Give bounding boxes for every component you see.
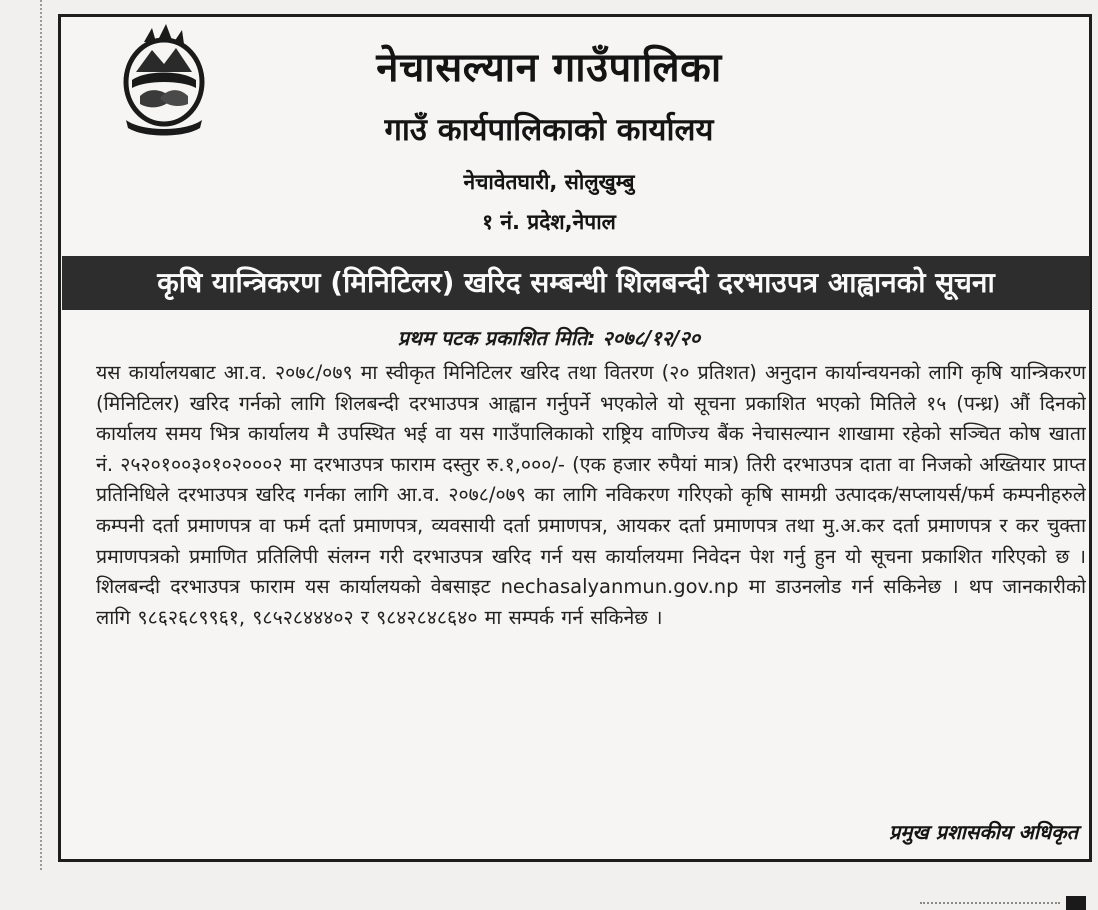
notice-body: यस कार्यालयबाट आ.व. २०७८/०७९ मा स्वीकृत मिनिटिलर खरिद तथा वितरण (२० प्रतिशत) अनुदान कार्यान्वयनको लागि कृषि यान्त्रिकरण (मिनिटिलर) खरिद गर्नको लागि शिलबन्दी दरभाउपत्र आह्वान गर्नुपर्ने भएकोले यो सूचना प्रकाशित भएको मितिले १५ (पन्ध्र) औं दिनको कार्यालय समय भित्र कार्यालय मै उपस्थित भई वा यस गाउँपालिकाको राष्ट्रिय वाणिज्य बैंक नेचासल्यान शाखामा रहेको सञ्चित कोष खाता नं. २५२०१००३०१०२०००२ मा दरभाउपत्र फाराम दस्तुर रु.१,०००/- (एक हजार रुपैयां मात्र) तिरी दरभाउपत्र दाता वा निजको अख्तियार प्राप्त प्रतिनिधिले दरभाउपत्र खरिद गर्नका लागि आ.व. २०७८/०७९ का लागि नविकरण गरिएको कृषि सामग्री उत्पादक/सप्लायर्स/फर्म कम्पनीहरुले कम्पनी दर्ता प्रमाणपत्र वा फर्म दर्ता प्रमाणपत्र, व्यवसायी दर्ता प्रमाणपत्र, आयकर दर्ता प्रमाणपत्र तथा मु.अ.कर दर्ता प्रमाणपत्र र कर चुक्ता प्रमाणपत्रको प्रमाणित प्रतिलिपी संलग्न गरी दरभाउपत्र खरिद गर्न यस कार्यालयमा निवेदन पेश गर्नु हुन यो सूचना प्रकाशित गरिएको छ । शिलबन्दी दरभाउपत्र फाराम यस कार्यालयको वेबसाइट nechasalyanmun.gov.np मा डाउनलोड गर्न सकिनेछ । थप जानकारीको लागि ९८६२६८९९६१, ९८५२८४४४०२ र ९८४२८४८६४० मा सम्पर्क गर्न सकिनेछ । bbox=[96, 361, 1086, 629]
notice-title: कृषि यान्त्रिकरण (मिनिटिलर) खरिद सम्बन्धी शिलबन्दी दरभाउपत्र आह्वानको सूचना bbox=[62, 256, 1090, 310]
signatory-title: प्रमुख प्रशासकीय अधिकृत bbox=[889, 820, 1078, 844]
office-name: गाउँ कार्यपालिकाको कार्यालय bbox=[384, 112, 714, 148]
province-label: १ नं. प्रदेश,नेपाल bbox=[482, 210, 616, 234]
municipality-name: नेचासल्यान गाउँपालिका bbox=[376, 45, 722, 91]
office-location: नेचावेतघारी, सोलुखुम्बु bbox=[463, 170, 635, 194]
page-corner-mark bbox=[1066, 896, 1086, 910]
page-edge-dots bbox=[920, 902, 1060, 908]
published-date: प्रथम पटक प्रकाशित मिति: २०७८/१२/२० bbox=[397, 326, 701, 350]
